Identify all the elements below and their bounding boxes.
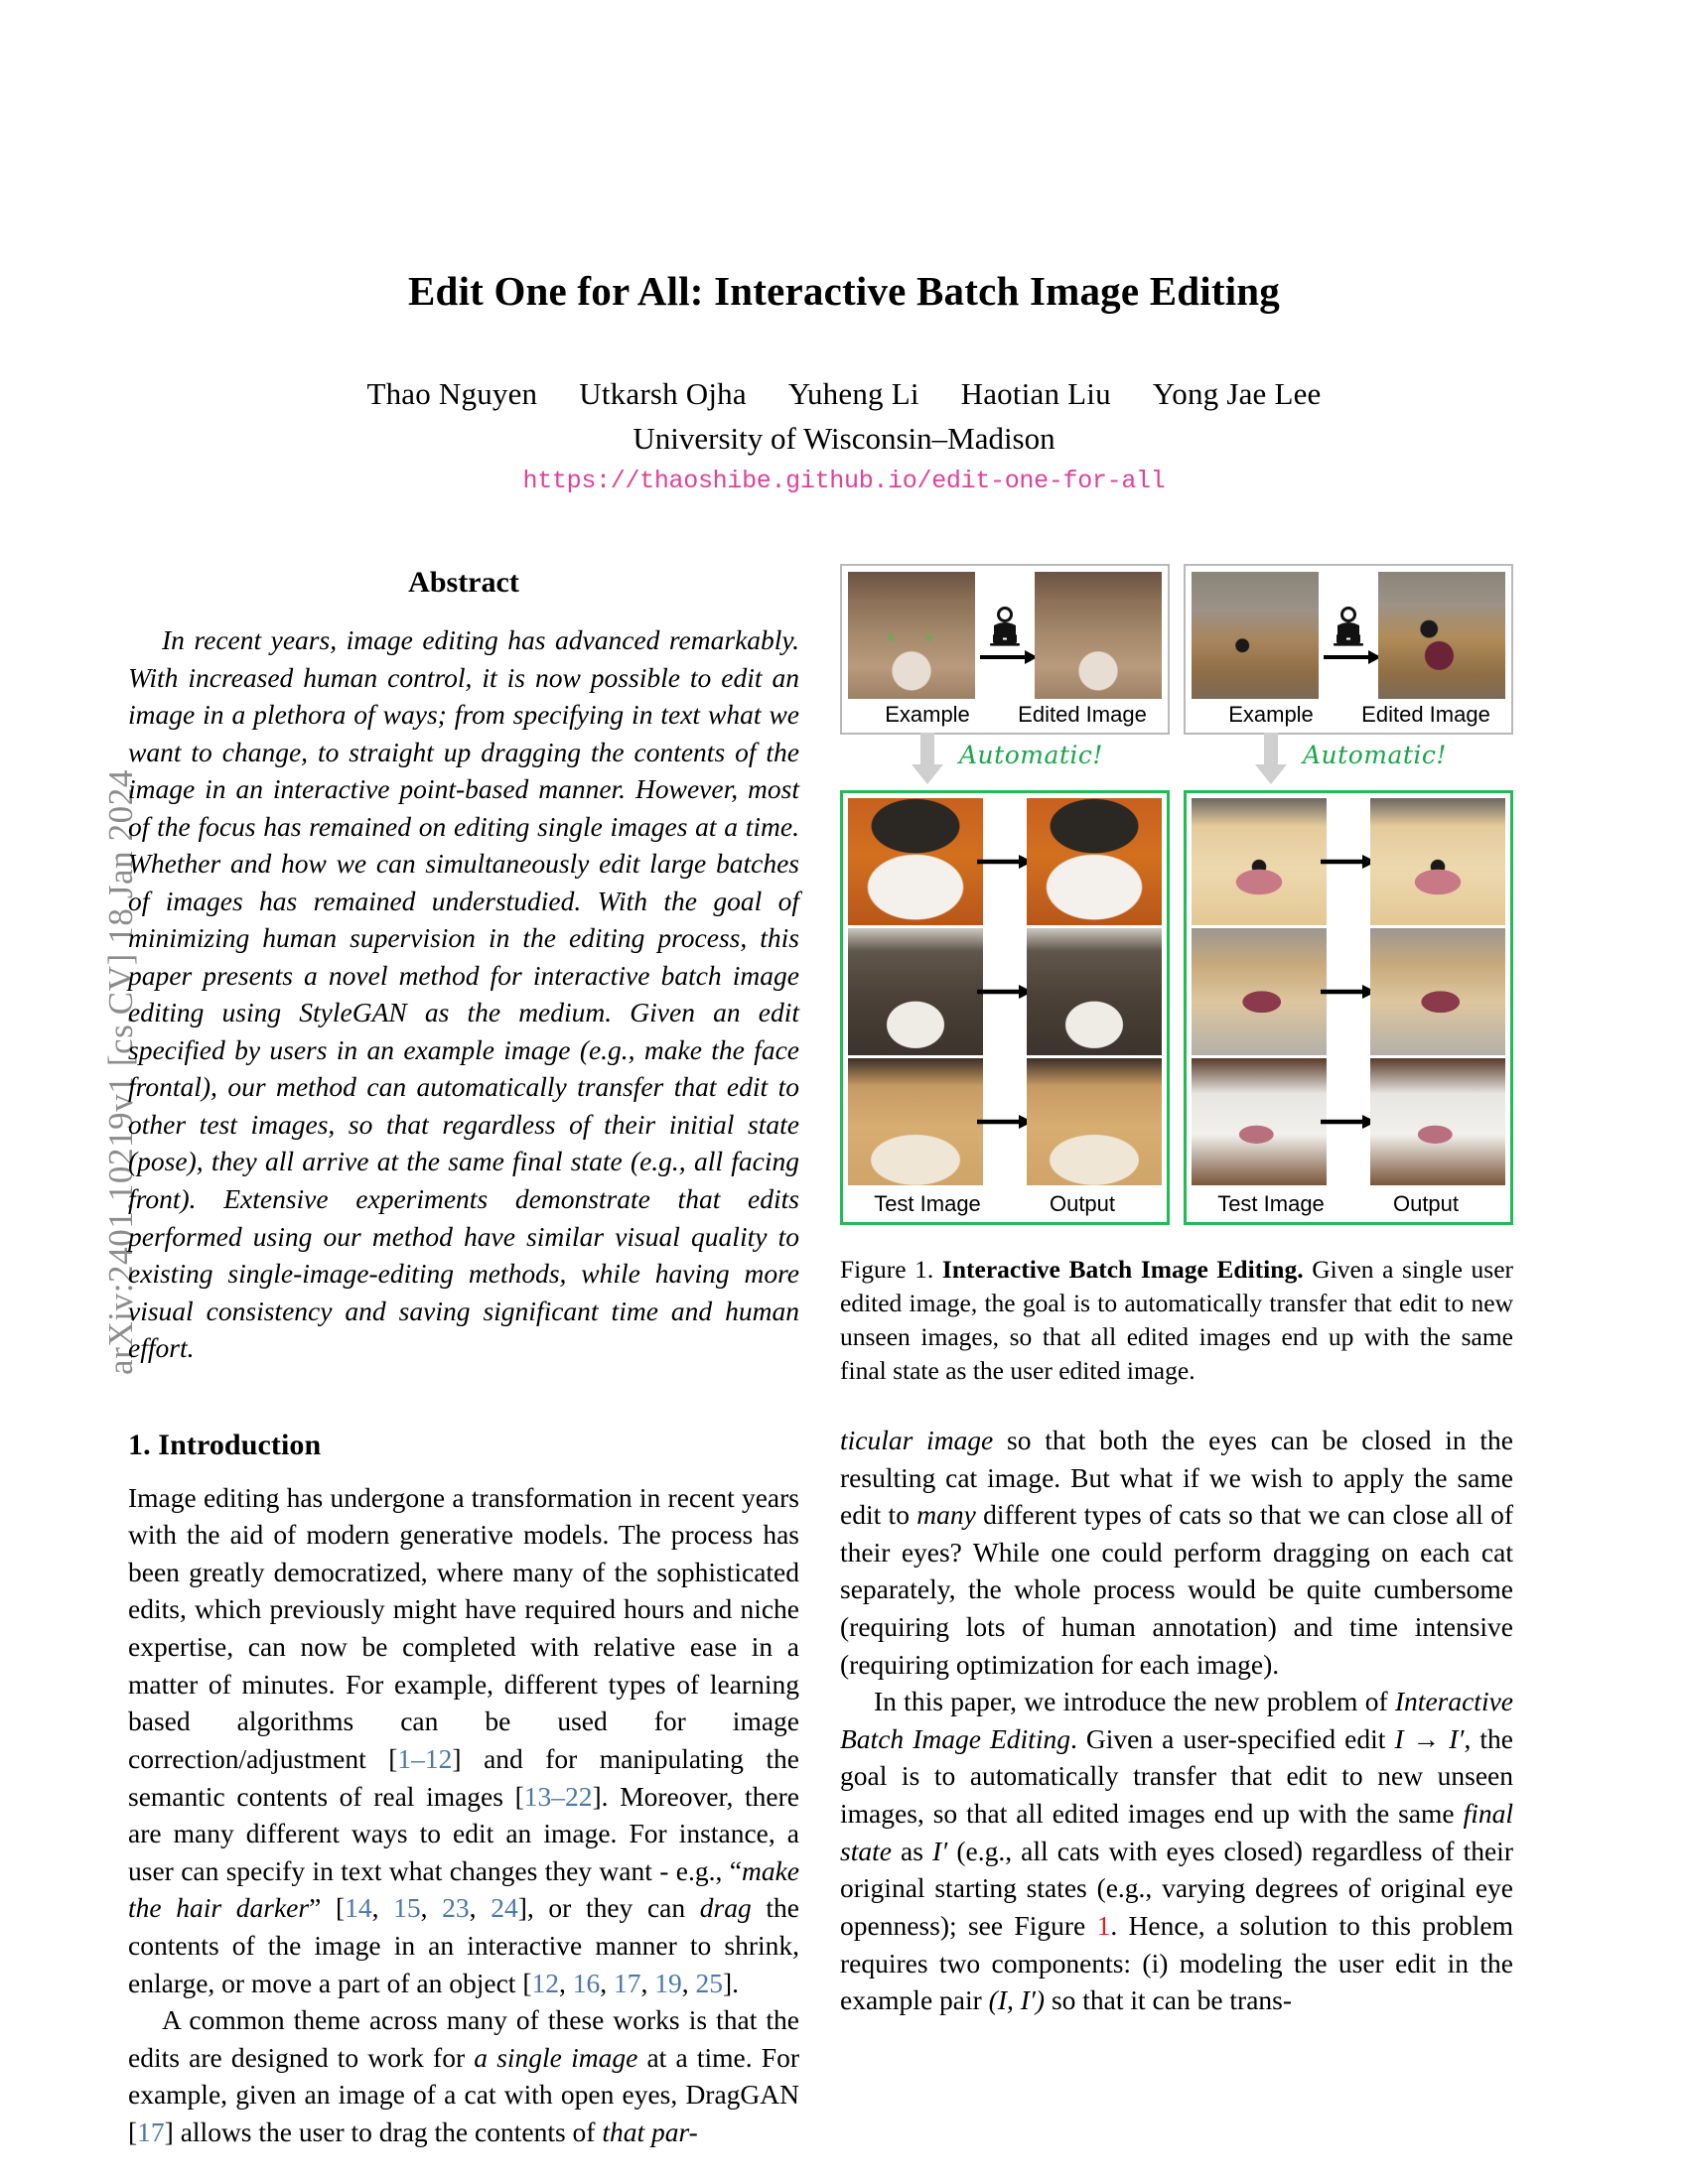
citation-link[interactable]: 1–12 xyxy=(397,1742,453,1774)
automatic-label: Automatic! xyxy=(1303,741,1447,769)
transfer-arrow xyxy=(1327,798,1370,925)
text-run: . Hence, a solution to this problem requires two components: (i) modeling the user edit in the example pair xyxy=(840,1909,1513,2016)
citation-link[interactable]: 23 xyxy=(442,1892,470,1924)
automatic-cell-cat xyxy=(840,735,1170,790)
text-run: ], or they can xyxy=(517,1892,700,1924)
citation-link[interactable]: 17 xyxy=(613,1967,641,1998)
result-row xyxy=(848,798,1162,925)
result-row xyxy=(1192,1058,1505,1185)
author-name: Yuheng Li xyxy=(787,376,919,412)
down-arrow-icon xyxy=(908,733,947,786)
output-image-cat-2 xyxy=(1027,928,1162,1055)
results-captions-cat xyxy=(848,1188,1162,1222)
right-paragraph-2 xyxy=(840,1683,1513,2018)
edited-image-label: Edited Image xyxy=(1361,702,1490,727)
citation-link[interactable]: 12 xyxy=(531,1967,559,1998)
intro-paragraph-2 xyxy=(128,2001,799,2150)
intro-paragraph-1: Image editing has undergone a transformation in recent years with the aid of modern generative models. The process has been greatly democratized, where many of the sophisticated edits, which previously might have required hours and niche expertise, can now be completed with relative ease in a matter of minutes. For example, different types of learning based algorithms can be used for image correction/adjustment [1–12] and for manipulating the semantic contents of real images [13–22]. Moreover, there are many different ways to edit an image. For instance, a user can specify in text what changes they want - e.g., “make the hair darker” [14, 15, 23, 24], or they can drag the contents of the image in an interactive manner to shrink, enlarge, or move a part of an object [12, 16, 17, 19, 25]. xyxy=(128,1481,799,1998)
automatic-transition-strip xyxy=(840,735,1513,790)
edited-image-label: Edited Image xyxy=(1018,702,1147,727)
emphasis-text: Interactive Batch Image Editing xyxy=(840,1686,1513,1754)
text-run: the contents of the image in an interactive manner to shrink, enlarge, or move a part of an object [ xyxy=(128,1892,799,1998)
right-arrow-icon xyxy=(975,982,1035,1002)
figure-number: Figure 1. xyxy=(840,1255,934,1284)
text-run: so that both the eyes can be closed in the resulting cat image. But what if we wish to apply the same edit to xyxy=(840,1425,1513,1531)
text-run: . Given a user-specified edit xyxy=(1069,1722,1395,1754)
text-run: ]. Moreover, there are many different ways to edit an image. For instance, a user can specify in text what changes they want - e.g., “ xyxy=(128,1780,799,1886)
citation-link[interactable]: 15 xyxy=(393,1892,421,1924)
right-arrow-icon xyxy=(980,650,1038,664)
text-run: ] allows the user to drag the contents of xyxy=(164,2116,603,2147)
transfer-arrow xyxy=(1327,928,1370,1055)
result-row xyxy=(848,928,1162,1055)
output-image-dog-2 xyxy=(1370,928,1505,1055)
right-column xyxy=(840,1422,1513,2019)
example-captions-dog xyxy=(1192,699,1505,733)
text-run: so that it can be trans- xyxy=(1045,1984,1293,2016)
right-paragraph-1 xyxy=(840,1422,1513,1683)
math-iprime: I′ xyxy=(932,1835,948,1866)
citation-link[interactable]: 25 xyxy=(695,1967,723,1998)
author-name: Utkarsh Ojha xyxy=(579,376,747,412)
figure-reference-link[interactable]: 1 xyxy=(1096,1909,1111,1941)
test-image-cat-3 xyxy=(848,1058,983,1185)
project-url-link[interactable]: https://thaoshibe.github.io/edit-one-for-all xyxy=(522,467,1166,496)
section-heading-introduction: 1. Introduction xyxy=(128,1428,322,1461)
results-panel-cat xyxy=(840,790,1170,1225)
text-run: ]. xyxy=(722,1967,740,1998)
user-edit-arrow-cat xyxy=(975,572,1035,699)
test-image-dog-2 xyxy=(1192,928,1327,1055)
output-image-dog-1 xyxy=(1370,798,1505,925)
example-pair-dog xyxy=(1192,572,1505,699)
right-arrow-icon xyxy=(1319,852,1378,872)
output-image-dog-3 xyxy=(1370,1058,1505,1185)
output-image-cat-3 xyxy=(1027,1058,1162,1185)
figure-caption-body: Given a single user edited image, the goal is to automatically transfer that edit to new unseen images, so that all edited images end up with the same final state as the user edited image. xyxy=(840,1255,1514,1385)
text-run: different types of cats so that we can close all of their eyes? While one could perform dragging on each cat separately, the whole process would be quite cumbersome (requiring lots of human annotation) and time intensive (requiring optimization for each image). xyxy=(840,1499,1513,1680)
right-arrow-icon xyxy=(1324,650,1381,664)
arxiv-stamp: arXiv:2401.10219v1 [cs.CV] 18 Jan 2024 xyxy=(101,769,140,1375)
result-row xyxy=(1192,798,1505,925)
test-image-cat-1 xyxy=(848,798,983,925)
author-name: Thao Nguyen xyxy=(366,376,538,412)
citation-link[interactable]: 13–22 xyxy=(523,1780,593,1812)
test-image-label: Test Image xyxy=(1217,1191,1325,1216)
example-captions-cat xyxy=(848,699,1162,733)
right-arrow-icon xyxy=(1319,1112,1378,1132)
page-title: Edit One for All: Interactive Batch Image Editing xyxy=(408,268,1280,314)
transfer-arrow xyxy=(1327,1058,1370,1185)
figure-top-row xyxy=(840,564,1513,735)
output-label: Output xyxy=(1392,1191,1460,1216)
title-block xyxy=(189,268,1499,495)
emphasis-text: drag xyxy=(699,1892,752,1924)
test-image-cat-2 xyxy=(848,928,983,1055)
example-panel-dog xyxy=(1184,564,1513,735)
edited-image-cat xyxy=(1035,572,1162,699)
text-run: at a time. For example, given an image of a cat with open eyes, DragGAN [ xyxy=(128,2041,799,2147)
text-run: (e.g., all cats with eyes closed) regardless of their original starting states (e.g., varying degrees of original eye openness); see Figure xyxy=(840,1835,1513,1941)
author-name: Haotian Liu xyxy=(960,376,1111,412)
affiliation: University of Wisconsin–Madison xyxy=(633,421,1055,457)
text-run: A common theme across many of these works is that the edits are designed to work for xyxy=(128,2004,799,2073)
citation-link[interactable]: 14 xyxy=(345,1892,372,1924)
result-row xyxy=(1192,928,1505,1055)
test-image-label: Test Image xyxy=(874,1191,981,1216)
authors-list xyxy=(189,376,1499,412)
emphasis-text: a single image xyxy=(474,2041,638,2073)
emphasis-text: make the hair darker xyxy=(128,1854,799,1924)
right-arrow-icon xyxy=(975,852,1035,872)
right-arrow-icon xyxy=(1319,982,1378,1002)
person-laptop-icon xyxy=(990,607,1020,646)
text-run: ] and for manipulating the semantic contents of real images [ xyxy=(128,1742,799,1812)
citation-link[interactable]: 17 xyxy=(137,2116,165,2147)
text-run: , the goal is to automatically transfer that edit to new unseen images, so that all edited images end up with the same xyxy=(840,1722,1513,1830)
math-edit-notation: I → I′ xyxy=(1394,1722,1465,1754)
down-arrow-icon xyxy=(1251,733,1291,786)
example-panel-cat xyxy=(840,564,1170,735)
transfer-arrow xyxy=(983,798,1027,925)
transfer-arrow xyxy=(983,928,1027,1055)
text-run: as xyxy=(891,1835,933,1866)
author-name: Yong Jae Lee xyxy=(1152,376,1322,412)
figure-bottom-row xyxy=(840,790,1513,1225)
test-image-dog-3 xyxy=(1192,1058,1327,1185)
emphasis-text: ticular image xyxy=(840,1425,994,1455)
transfer-arrow xyxy=(983,1058,1027,1185)
citation-link[interactable]: 16 xyxy=(572,1967,601,1998)
example-pair-cat xyxy=(848,572,1162,699)
figure-1 xyxy=(840,564,1513,1225)
figure-caption xyxy=(840,1253,1513,1388)
example-label: Example xyxy=(885,702,970,727)
automatic-label: Automatic! xyxy=(959,741,1103,769)
math-pair-notation: (I, I′) xyxy=(988,1984,1046,2016)
text-run: Image editing has undergone a transformation in recent years with the aid of modern generative models. The process has been greatly democratized, where many of the sophisticated edits, which previously might have required hours and niche expertise, can now be completed with relative ease in a matter of minutes. For example, different types of learning based algorithms can be used for image correction/adjustment [ xyxy=(128,1481,799,1774)
citation-link[interactable]: 19 xyxy=(654,1967,682,1998)
automatic-cell-dog xyxy=(1184,735,1513,790)
results-captions-dog xyxy=(1192,1188,1505,1222)
example-image-cat xyxy=(848,572,975,699)
results-panel-dog xyxy=(1184,790,1513,1225)
abstract-heading: Abstract xyxy=(408,566,519,599)
result-row xyxy=(848,1058,1162,1185)
left-column xyxy=(128,566,799,2151)
example-image-dog xyxy=(1192,572,1319,699)
output-image-cat-1 xyxy=(1027,798,1162,925)
user-edit-arrow-dog xyxy=(1319,572,1378,699)
right-arrow-icon xyxy=(975,1112,1035,1132)
emphasis-text: final state xyxy=(840,1798,1513,1866)
person-laptop-icon xyxy=(1334,607,1363,646)
test-image-dog-1 xyxy=(1192,798,1327,925)
citation-link[interactable]: 24 xyxy=(491,1892,518,1924)
emphasis-text: that par- xyxy=(602,2116,698,2147)
figure-caption-title: Interactive Batch Image Editing. xyxy=(941,1255,1304,1284)
example-label: Example xyxy=(1228,702,1314,727)
text-run: In this paper, we introduce the new problem of xyxy=(874,1686,1395,1717)
abstract-text: In recent years, image editing has advanced remarkably. With increased human control, it is now possible to edit an image in a plethora of ways; from specifying in text what we want to change, to straight up dragging the contents of the image in an interactive point-based manner. However, most of the focus has remained on editing single images at a time. Whether and how we can simultaneously edit large batches of images has remained understudied. With the goal of minimizing human supervision in the editing process, this paper presents a novel method for interactive batch image editing using StyleGAN as the medium. Given an edit specified by users in an example image (e.g., make the face frontal), our method can automatically transfer that edit to other test images, so that regardless of their initial state (pose), they all arrive at the same final state (e.g., all facing front). Extensive experiments demonstrate that edits performed using our method have similar visual quality to existing single-image-editing methods, while having more visual consistency and saving significant time and human effort. xyxy=(128,624,799,1364)
output-label: Output xyxy=(1049,1191,1116,1216)
emphasis-text: many xyxy=(916,1499,976,1531)
edited-image-dog xyxy=(1378,572,1505,699)
text-run: ” [ xyxy=(309,1892,346,1924)
